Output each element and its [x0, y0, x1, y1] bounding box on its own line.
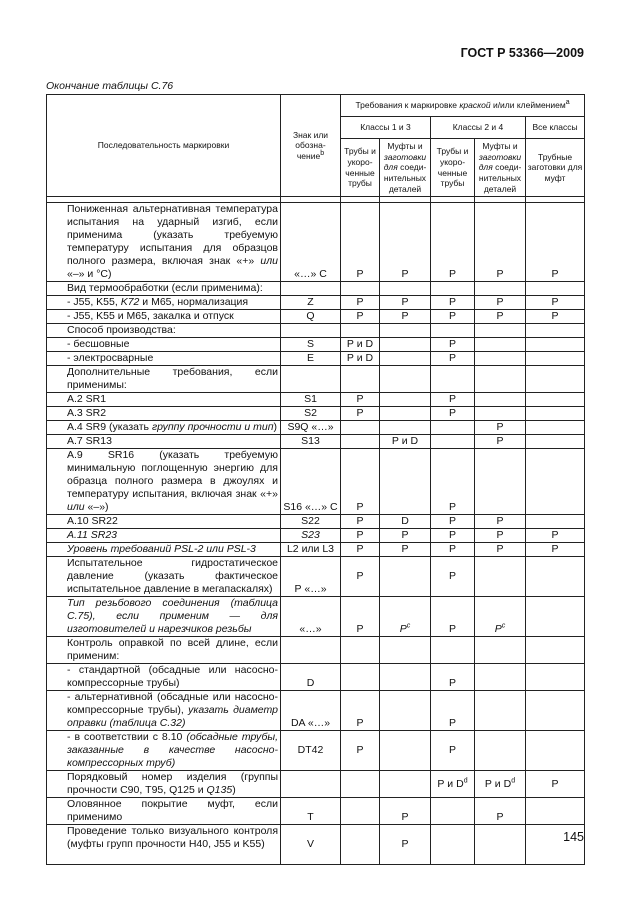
header-sequence: Последовательность маркировки [47, 95, 281, 197]
table-row: - в соответствии с 8.10 (обсадные трубы, заказанные в качестве насосно-компрессорных труб) DT42 Р Р [47, 731, 585, 771]
table-row: Тип резьбового соединения (таблица С.75), если применим — для изготовителей и нарезчиков резьбы «…» Р $Р^c$ Р $Р^c$ [47, 597, 585, 637]
header-requirements: Требования к маркировке краской и/или клеймением$^a$ [341, 95, 585, 117]
table-row: A.3 SR2 S2 Р Р [47, 407, 585, 421]
header-couplings-24: Муфты и заготовки для соеди-нительных деталей [475, 139, 526, 197]
table-row: Испытательное гидростатическое давление (указать фактическое испытательное давление в мегапаскалях) Р «…» Р Р [47, 557, 585, 597]
table-row: A.4 SR9 (указать группу прочности и тип) S9Q «…» Р [47, 421, 585, 435]
table-row: Оловянное покрытие муфт, если применимо T Р Р [47, 798, 585, 825]
header-all-classes: Все классы [526, 117, 585, 139]
table-row: A.7 SR13 S13 Р и D Р [47, 435, 585, 449]
header-couplings-13: Муфты и заготовки для соеди-нительных деталей [380, 139, 431, 197]
table-row: A.10 SR22 S22 Р D Р Р [47, 515, 585, 529]
header-sign: Знак или обозна-чение$^b$ [281, 95, 341, 197]
table-caption: Окончание таблицы С.76 [46, 80, 174, 92]
header-blanks: Трубные заготовки для муфт [526, 139, 585, 197]
header-classes-2-4: Классы 2 и 4 [431, 117, 526, 139]
table-row: A.9 SR16 (указать требуемую минимальную поглощенную энергию для образца полного размера в джоулях и температуру испытания, включая знак «+» или «–») S16 «…» С Р Р [47, 449, 585, 515]
table-row: A.2 SR1 S1 Р Р [47, 393, 585, 407]
standard-number: ГОСТ Р 53366—2009 [460, 46, 584, 60]
table-row: - бесшовные S Р и D Р [47, 338, 585, 352]
marking-table [46, 94, 585, 865]
table-row: A.11 SR23 S23 Р Р Р Р Р [47, 529, 585, 543]
table-row: - электросварные E Р и D Р [47, 352, 585, 366]
table-row: - стандартной (обсадные или насосно-компрессорные трубы) D Р [47, 664, 585, 691]
table-row: Порядковый номер изделия (группы прочности С90, Т95, Q125 и Q135) Р и $D^d$ Р и $D^d$ Р [47, 771, 585, 798]
table-row: Вид термообработки (если применима): [47, 282, 585, 296]
table-row: Контроль оправкой по всей длине, если применим: [47, 637, 585, 664]
table-row: Уровень требований PSL-2 или PSL-3 L2 или L3 Р Р Р Р Р [47, 543, 585, 557]
header-pipes-24: Трубы и укоро-ченные трубы [431, 139, 475, 197]
table-row: Проведение только визуального контроля (муфты групп прочности H40, J55 и K55) V Р [47, 825, 585, 865]
table-row: - альтернативной (обсадные или насосно-компрессорные трубы), указать диаметр оправки (таблица С.32) DA «…» Р Р [47, 691, 585, 731]
page-number: 145 [563, 830, 584, 844]
header-pipes-13: Трубы и укоро-ченные трубы [341, 139, 380, 197]
header-classes-1-3: Классы 1 и 3 [341, 117, 431, 139]
table-row: - J55, K55 и M65, закалка и отпуск Q Р Р Р Р Р [47, 310, 585, 324]
table-row: Способ производства: [47, 324, 585, 338]
table-row: Пониженная альтернативная температура испытания на ударный изгиб, если применима (указать требуемую температуру испытания для образцов полного размера, включая знак «+» или «–» и °С) «…» С Р Р Р Р Р [47, 203, 585, 282]
table-row: - J55, K55, K72 и M65, нормализация Z Р Р Р Р Р [47, 296, 585, 310]
table-row: Дополнительные требования, если применимы: [47, 366, 585, 393]
